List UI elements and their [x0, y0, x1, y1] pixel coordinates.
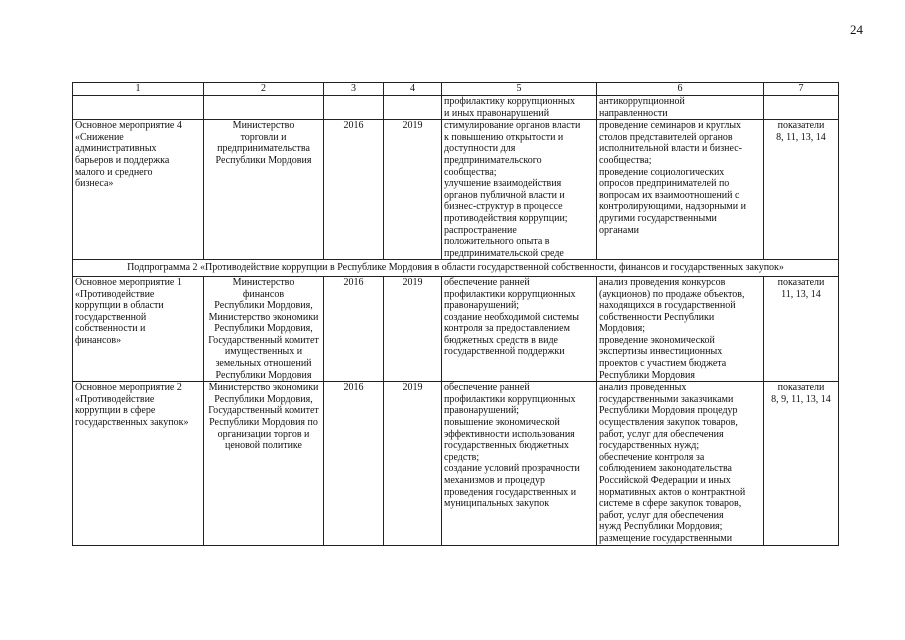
expected-result-cell — [442, 120, 597, 260]
cell-line: профилактику коррупционных — [444, 96, 575, 107]
column-number: 3 — [324, 83, 384, 96]
executor-cell — [204, 120, 324, 260]
cell-line: вопросам их взаимоотношений с — [599, 189, 740, 201]
indicators-cell — [764, 276, 839, 381]
cell-line: ценовой политике — [225, 440, 302, 452]
cell-line: «Противодействие — [75, 288, 155, 300]
cell-line: создание условий прозрачности — [444, 463, 580, 475]
subprogram-title: Подпрограмма 2 «Противодействие коррупции в Республике Мордовия в области государственной собственности, финансов и государственных закупок» — [73, 260, 839, 277]
cell-line: Республики Мордовия, — [214, 300, 313, 312]
cell-line: государственных нужд; — [599, 440, 700, 452]
start-year-cell: 2016 — [324, 276, 384, 381]
cell-line: 8, 9, 11, 13, 14 — [771, 393, 831, 405]
cell-line: улучшение взаимодействия — [444, 178, 562, 190]
column-number: 7 — [764, 83, 839, 96]
cell-line: работ, услуг для обеспечения — [599, 509, 724, 521]
cell-line: Основное мероприятие 2 — [75, 382, 182, 394]
column-number: 1 — [73, 83, 204, 96]
cell-line: направленности — [599, 107, 668, 119]
expected-result-cell — [442, 96, 597, 120]
measure-name-cell — [73, 120, 204, 260]
cell-line: профилактики коррупционных — [444, 393, 576, 405]
cell-line: исполнительной власти и бизнес- — [599, 143, 742, 155]
end-year-cell: 2019 — [384, 382, 442, 545]
cell-line: предпринимательства — [217, 143, 310, 155]
cell-line: коррупции в сфере — [75, 405, 156, 417]
cell-line: размещение государственными — [599, 532, 733, 544]
cell-line: обеспечение ранней — [444, 276, 530, 288]
executor-cell — [204, 382, 324, 545]
cell-line: коррупции в области — [75, 300, 164, 312]
cell-line: механизмов и процедур — [444, 475, 545, 486]
cell-line: государственными заказчиками — [599, 393, 734, 405]
cell-line: Министерство — [232, 276, 295, 288]
cell-line: Республики Мордовия — [599, 369, 695, 381]
cell-line: нормативных актов о контрактной — [599, 486, 746, 498]
indicators-cell — [764, 382, 839, 545]
table-row — [73, 96, 839, 120]
main-directions-cell — [597, 382, 764, 545]
subprogram-row — [73, 260, 839, 277]
cell-line: стимулирование органов власти — [444, 120, 581, 132]
cell-line: доступности для — [444, 143, 516, 155]
cell-line: Республики Мордовия — [215, 154, 312, 166]
cell-line: проведения государственных и — [444, 486, 577, 498]
cell-line: собственности Республики — [599, 311, 715, 323]
column-number-row — [73, 83, 839, 96]
cell-line: повышение экономической — [444, 417, 560, 429]
cell-line: Республики Мордовия по — [209, 417, 318, 429]
cell-line: Республики Мордовия процедур — [599, 405, 738, 417]
cell-line: Республики Мордовия, — [214, 393, 313, 405]
cell-line: 8, 11, 13, 14 — [776, 131, 826, 143]
end-year-cell: 2019 — [384, 120, 442, 260]
cell-line: финансов — [242, 288, 285, 300]
cell-line: правонарушений; — [444, 405, 520, 417]
column-number: 4 — [384, 83, 442, 96]
cell-line: антикоррупционной — [599, 96, 685, 107]
measure-name-cell — [73, 276, 204, 381]
cell-line: другими государственными — [599, 212, 717, 224]
cell-line: 11, 13, 14 — [781, 288, 821, 300]
cell-line: Основное мероприятие 1 — [75, 276, 182, 288]
indicators-cell — [764, 120, 839, 260]
cell-line: предпринимательской среде — [444, 247, 564, 259]
cell-line: показатели — [777, 276, 825, 288]
cell-line: эффективности использования — [444, 428, 575, 440]
expected-result-cell — [442, 276, 597, 381]
cell-line: соблюдением законодательства — [599, 463, 732, 475]
table-body — [73, 96, 839, 546]
cell-line: правонарушений; — [444, 300, 520, 312]
cell-line: контроля за предоставлением — [444, 323, 570, 335]
cell-line: органов публичной власти и — [444, 189, 565, 201]
cell-line: проведение социологических — [599, 166, 725, 178]
cell-line: анализ проведения конкурсов — [599, 276, 726, 288]
program-table — [72, 82, 839, 546]
cell-line: Министерство экономики — [208, 311, 319, 323]
cell-line: организации торгов и — [217, 428, 310, 440]
cell-line: бюджетных средств в виде — [444, 334, 558, 346]
cell-line: показатели — [777, 120, 825, 132]
cell-line: Мордовия; — [599, 323, 646, 335]
executor-cell — [204, 96, 324, 120]
end-year-cell — [384, 96, 442, 120]
cell-line: торговли и — [240, 131, 287, 143]
start-year-cell: 2016 — [324, 382, 384, 545]
cell-line: показатели — [777, 382, 825, 394]
cell-line: системе в сфере закупок товаров, — [599, 498, 742, 510]
cell-line: Российской Федерации и иных — [599, 475, 731, 486]
start-year-cell: 2016 — [324, 120, 384, 260]
cell-line: барьеров и поддержка — [75, 154, 170, 166]
cell-line: Республики Мордовия — [215, 369, 312, 381]
cell-line: противодействия коррупции; — [444, 212, 568, 224]
cell-line: работ, услуг для обеспечения — [599, 428, 724, 440]
cell-line: обеспечение контроля за — [599, 451, 705, 463]
main-directions-cell — [597, 276, 764, 381]
table-row — [73, 382, 839, 545]
cell-line: проектов с участием бюджета — [599, 358, 727, 370]
cell-line: государственных бюджетных — [444, 440, 569, 452]
cell-line: сообщества; — [599, 154, 652, 166]
cell-line: опросов предпринимателей по — [599, 178, 730, 190]
column-number: 5 — [442, 83, 597, 96]
cell-line: имущественных и — [224, 346, 303, 358]
cell-line: Министерство экономики — [208, 382, 319, 394]
cell-line: Министерство — [232, 120, 295, 132]
cell-line: нужд Республики Мордовия; — [599, 521, 723, 533]
cell-line: предпринимательского — [444, 154, 542, 166]
cell-line: распространение — [444, 224, 517, 236]
cell-line: государственных закупок» — [75, 417, 189, 429]
measure-name-cell — [73, 382, 204, 545]
cell-line: и иных правонарушений — [444, 107, 550, 119]
cell-line: бизнеса» — [75, 178, 114, 190]
cell-line: «Снижение — [75, 131, 124, 143]
main-directions-cell — [597, 120, 764, 260]
cell-line: Государственный комитет — [208, 334, 319, 346]
indicators-cell — [764, 96, 839, 120]
cell-line: земельных отношений — [215, 358, 312, 370]
cell-line: находящихся в государственной — [599, 300, 736, 312]
cell-line: средств; — [444, 451, 480, 463]
cell-line: Государственный комитет — [208, 405, 319, 417]
cell-line: собственности и — [75, 323, 146, 335]
table-row — [73, 276, 839, 381]
cell-line: положительного опыта в — [444, 236, 550, 248]
cell-line: Основное мероприятие 4 — [75, 120, 182, 132]
expected-result-cell — [442, 382, 597, 545]
cell-line: столов представителей органов — [599, 131, 733, 143]
cell-line: государственной поддержки — [444, 346, 565, 358]
cell-line: сообщества; — [444, 166, 497, 178]
cell-line: контролирующими, надзорными и — [599, 201, 746, 213]
cell-line: осуществления закупок товаров, — [599, 417, 738, 429]
executor-cell — [204, 276, 324, 381]
cell-line: проведение экономической — [599, 334, 715, 346]
cell-line: профилактики коррупционных — [444, 288, 576, 300]
cell-line: финансов» — [75, 334, 122, 346]
start-year-cell — [324, 96, 384, 120]
cell-line: малого и среднего — [75, 166, 153, 178]
end-year-cell: 2019 — [384, 276, 442, 381]
cell-line: «Противодействие — [75, 393, 155, 405]
column-number: 6 — [597, 83, 764, 96]
cell-line: (аукционов) по продаже объектов, — [599, 288, 745, 300]
column-number: 2 — [204, 83, 324, 96]
cell-line: бизнес-структур в процессе — [444, 201, 563, 213]
cell-line: Республики Мордовия, — [214, 323, 313, 335]
page-number: 24 — [850, 22, 863, 37]
cell-line: создание необходимой системы — [444, 311, 579, 323]
cell-line: государственной — [75, 311, 147, 323]
cell-line: муниципальных закупок — [444, 498, 550, 510]
main-directions-cell — [597, 96, 764, 120]
cell-line: административных — [75, 143, 157, 155]
cell-line: обеспечение ранней — [444, 382, 530, 394]
cell-line: проведение семинаров и круглых — [599, 120, 742, 132]
cell-line: экспертизы инвестиционных — [599, 346, 723, 358]
cell-line: органами — [599, 224, 640, 236]
cell-line: к повышению открытости и — [444, 131, 564, 143]
measure-name-cell — [73, 96, 204, 120]
table-row — [73, 120, 839, 260]
cell-line: анализ проведенных — [599, 382, 687, 394]
